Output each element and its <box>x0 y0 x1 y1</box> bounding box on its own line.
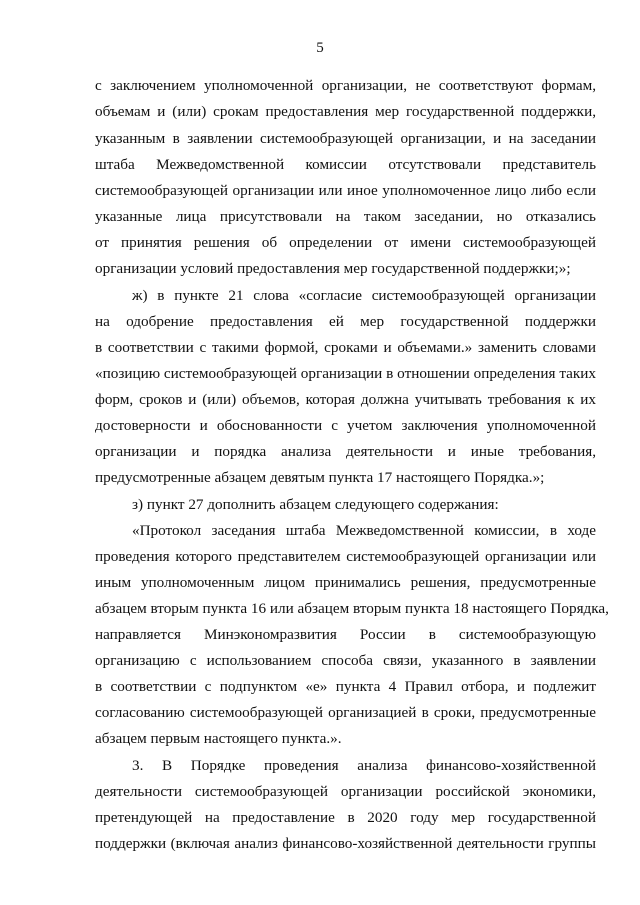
text-line: в соответствии с подпунктом «е» пункта 4 Правил отбора, и подлежит <box>95 678 596 695</box>
text-line: абзацем первым настоящего пункта.». <box>95 730 342 747</box>
text-line: согласованию системообразующей организацией в сроки, предусмотренные <box>95 704 596 721</box>
page-number: 5 <box>316 40 324 56</box>
text-line: достоверности и обоснованности с учетом заключения уполномоченной <box>95 417 596 434</box>
text-line: с заключением уполномоченной организации, не соответствуют формам, <box>95 77 596 94</box>
text-line: организацию с использованием способа связи, указанного в заявлении <box>95 652 596 669</box>
text-line: 3. В Порядке проведения анализа финансово-хозяйственной <box>132 757 596 774</box>
text-line: штаба Межведомственной комиссии отсутствовали представитель <box>95 156 596 173</box>
text-line: ж) в пункте 21 слова «согласие системообразующей организации <box>132 287 596 304</box>
text-line: «Протокол заседания штаба Межведомственной комиссии, в ходе <box>132 522 596 539</box>
text-line: на одобрение предоставления ей мер государственной поддержки <box>95 313 596 330</box>
text-line: объемам и (или) срокам предоставления мер государственной поддержки, <box>95 103 596 120</box>
text-line: абзацем вторым пункта 16 или абзацем вторым пункта 18 настоящего Порядка, <box>95 600 609 617</box>
text-line: форм, сроков и (или) объемов, которая должна учитывать требования к их <box>95 391 596 408</box>
text-line: от принятия решения об определении от имени системообразующей <box>95 234 596 251</box>
text-line: указанным в заявлении системообразующей организации, и на заседании <box>95 130 596 147</box>
text-line: з) пункт 27 дополнить абзацем следующего содержания: <box>132 496 499 513</box>
text-line: иным уполномоченным лицом принимались решения, предусмотренные <box>95 574 596 591</box>
text-line: «позицию системообразующей организации в отношении определения таких <box>95 365 596 382</box>
text-line: организации условий предоставления мер государственной поддержки;»; <box>95 260 571 277</box>
text-line: деятельности системообразующей организации российской экономики, <box>95 783 596 800</box>
text-line: предусмотренные абзацем девятым пункта 17 настоящего Порядка.»; <box>95 469 545 486</box>
text-line: проведения которого представителем системообразующей организации или <box>95 548 596 565</box>
text-line: системообразующей организации или иное уполномоченное лицо либо если <box>95 182 596 199</box>
text-line: направляется Минэкономразвития России в системообразующую <box>95 626 596 643</box>
text-line: поддержки (включая анализ финансово-хозяйственной деятельности группы <box>95 835 596 852</box>
text-line: в соответствии с такими формой, сроками и объемами.» заменить словами <box>95 339 596 356</box>
text-line: организации и порядка анализа деятельности и иные требования, <box>95 443 596 460</box>
text-line: претендующей на предоставление в 2020 году мер государственной <box>95 809 596 826</box>
text-line: указанные лица присутствовали на таком заседании, но отказались <box>95 208 596 225</box>
